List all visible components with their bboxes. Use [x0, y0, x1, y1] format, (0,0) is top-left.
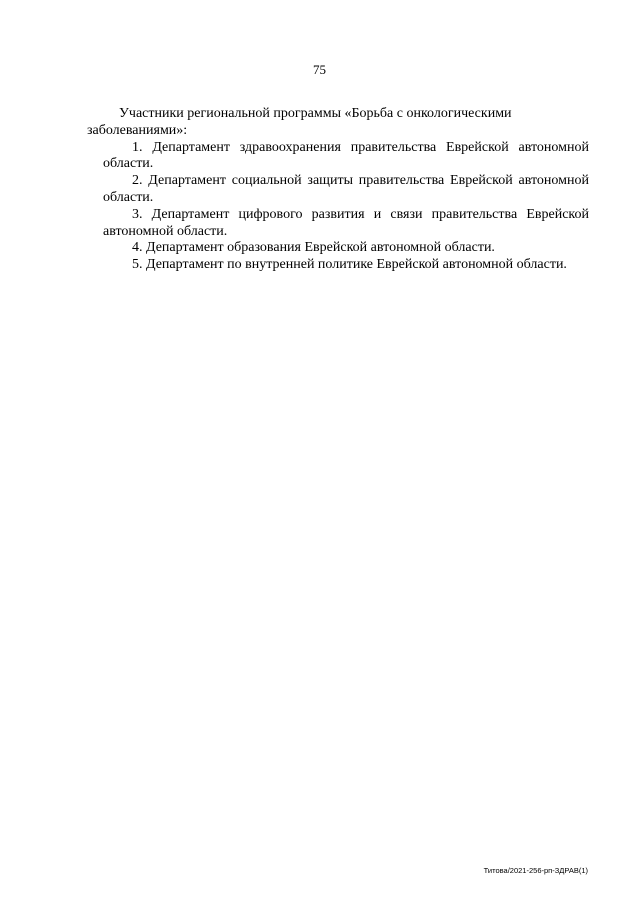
- document-footer-code: Титова/2021-256-рп-ЗДРАВ(1): [483, 866, 588, 875]
- participant-item-4: 4. Департамент образования Еврейской автономной области.: [132, 240, 495, 256]
- participant-item-3: 3. Департамент цифрового развития и связи правительства Еврейской автономной области.: [103, 206, 589, 239]
- participant-item-2: 2. Департамент социальной защиты правительства Еврейской автономной области.: [103, 173, 589, 205]
- participant-item-1: 1. Департамент здравоохранения правительства Еврейской автономной области.: [103, 139, 589, 172]
- intro-line-1: Участники региональной программы «Борьба с онкологическими: [119, 106, 512, 121]
- page-number: 75: [313, 62, 326, 77]
- document-body: [87, 106, 589, 274]
- participant-item-5: 5. Департамент по внутренней политике Еврейской автономной области.: [132, 257, 567, 273]
- intro-paragraph: [87, 106, 589, 140]
- intro-line-2: заболеваниями»:: [87, 122, 188, 138]
